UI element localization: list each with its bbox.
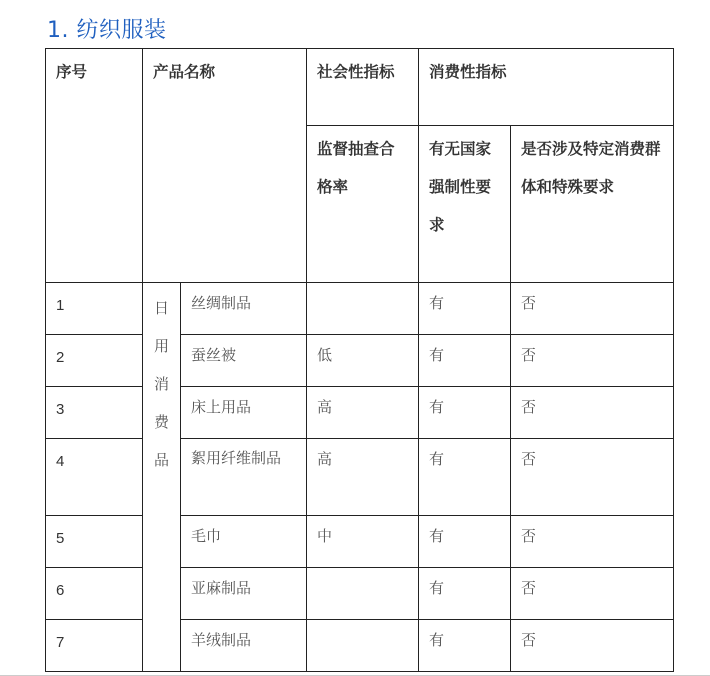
row-product-name: 蚕丝被 <box>181 335 307 387</box>
header-social-indicator: 社会性指标 <box>307 49 419 126</box>
row-product-name: 毛巾 <box>181 516 307 568</box>
category-label <box>143 283 181 672</box>
row-mandatory: 有 <box>419 516 511 568</box>
table-row <box>46 335 674 387</box>
category-char: 用 <box>153 337 169 355</box>
row-rate <box>307 283 419 335</box>
row-special: 否 <box>511 335 674 387</box>
row-seq: 5 <box>46 516 143 568</box>
row-rate: 中 <box>307 516 419 568</box>
row-seq: 1 <box>46 283 143 335</box>
header-seq: 序号 <box>46 49 143 283</box>
section-heading: 1. 纺织服装 <box>47 18 167 43</box>
table-row <box>46 387 674 439</box>
category-char: 费 <box>153 413 169 431</box>
row-seq: 3 <box>46 387 143 439</box>
table-row <box>46 568 674 620</box>
table-row <box>46 516 674 568</box>
row-seq: 2 <box>46 335 143 387</box>
row-product-name: 床上用品 <box>181 387 307 439</box>
category-char: 品 <box>153 451 169 469</box>
row-rate: 高 <box>307 387 419 439</box>
row-special: 否 <box>511 568 674 620</box>
row-product-name: 絮用纤维制品 <box>181 439 307 516</box>
table-row <box>46 620 674 672</box>
row-seq: 6 <box>46 568 143 620</box>
row-product-name: 丝绸制品 <box>181 283 307 335</box>
header-mandatory-requirement: 有无国家强制性要求 <box>419 126 511 283</box>
row-rate <box>307 568 419 620</box>
row-rate: 低 <box>307 335 419 387</box>
row-special: 否 <box>511 516 674 568</box>
header-special-group: 是否涉及特定消费群体和特殊要求 <box>511 126 674 283</box>
header-product-name: 产品名称 <box>143 49 307 283</box>
row-mandatory: 有 <box>419 283 511 335</box>
row-special: 否 <box>511 387 674 439</box>
header-sampling-rate: 监督抽查合格率 <box>307 126 419 283</box>
table-row <box>46 439 674 516</box>
row-mandatory: 有 <box>419 387 511 439</box>
category-char: 消 <box>153 375 169 393</box>
row-special: 否 <box>511 439 674 516</box>
row-rate: 高 <box>307 439 419 516</box>
row-special: 否 <box>511 283 674 335</box>
row-mandatory: 有 <box>419 568 511 620</box>
row-special: 否 <box>511 620 674 672</box>
row-seq: 7 <box>46 620 143 672</box>
row-rate <box>307 620 419 672</box>
row-mandatory: 有 <box>419 620 511 672</box>
product-indicator-table <box>45 48 674 672</box>
row-seq: 4 <box>46 439 143 516</box>
table-row <box>46 283 674 335</box>
row-mandatory: 有 <box>419 335 511 387</box>
header-consumer-indicator: 消费性指标 <box>419 49 674 126</box>
category-char: 日 <box>153 299 169 317</box>
row-product-name: 羊绒制品 <box>181 620 307 672</box>
row-product-name: 亚麻制品 <box>181 568 307 620</box>
row-mandatory: 有 <box>419 439 511 516</box>
